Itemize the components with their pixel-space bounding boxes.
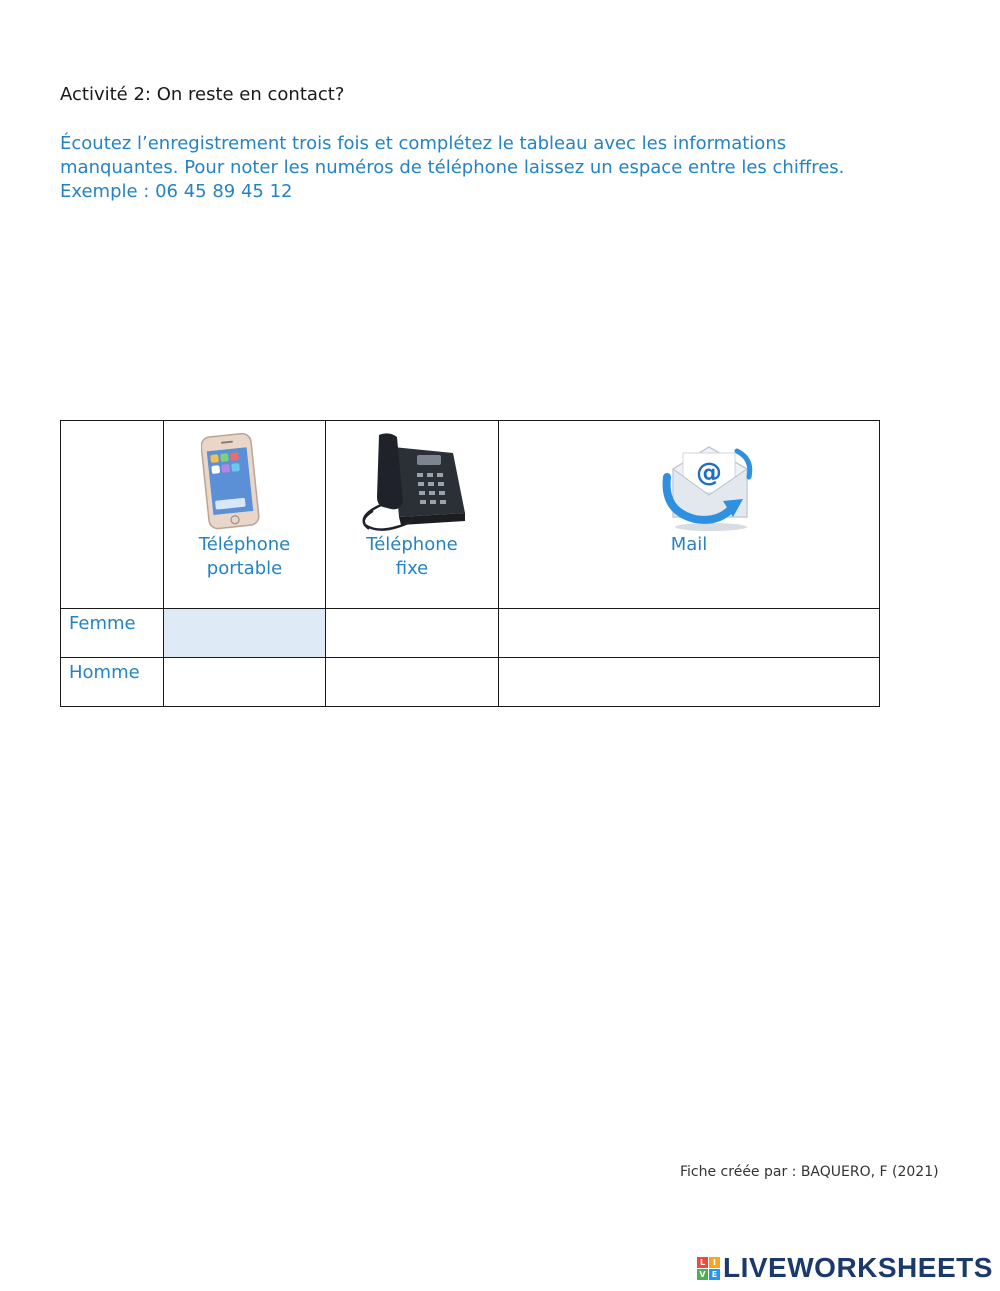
homme-mobile-input[interactable] [164,658,326,707]
column-header-mobile [164,421,326,609]
column-header-landline [326,421,499,609]
homme-mail-input[interactable] [499,658,880,707]
column-label: Téléphone [366,534,458,555]
activity-title: Activité 2: On reste en contact? [60,84,345,105]
instructions [60,132,900,204]
live-blocks-icon [697,1257,720,1280]
column-label: Mail [670,534,708,555]
table-row [61,609,880,658]
svg-text:@: @ [696,458,722,488]
brand-wordmark: LIVEWORKSHEETS [723,1252,993,1283]
femme-mobile-input[interactable] [164,609,326,658]
column-label: portable [206,558,283,579]
row-label-femme: Femme [61,609,164,658]
contact-table [60,420,880,707]
instructions-line: Écoutez l’enregistrement trois fois et complétez le tableau avec les informations [60,133,787,154]
empty-corner-cell [61,421,164,609]
brand-letter: L [697,1257,708,1268]
instructions-line: manquantes. Pour noter les numéros de téléphone laissez un espace entre les chiffres. [60,157,845,178]
smartphone-icon [201,433,261,533]
row-label-homme: Homme [61,658,164,707]
desk-phone-icon [353,429,473,533]
column-label: Téléphone [198,534,291,555]
liveworksheets-logo[interactable] [697,1252,993,1284]
column-label: fixe [395,558,429,579]
femme-mail-input[interactable] [499,609,880,658]
email-envelope-icon [661,437,757,533]
homme-landline-input[interactable] [326,658,499,707]
table-header-row [61,421,880,609]
table-row [61,658,880,707]
instructions-line: Exemple : 06 45 89 45 12 [60,181,293,202]
author-credit: Fiche créée par : BAQUERO, F (2021) [680,1164,939,1180]
brand-letter: V [697,1269,708,1280]
femme-landline-input[interactable] [326,609,499,658]
column-header-mail [499,421,880,609]
brand-letter: E [709,1269,720,1280]
brand-letter: I [709,1257,720,1268]
